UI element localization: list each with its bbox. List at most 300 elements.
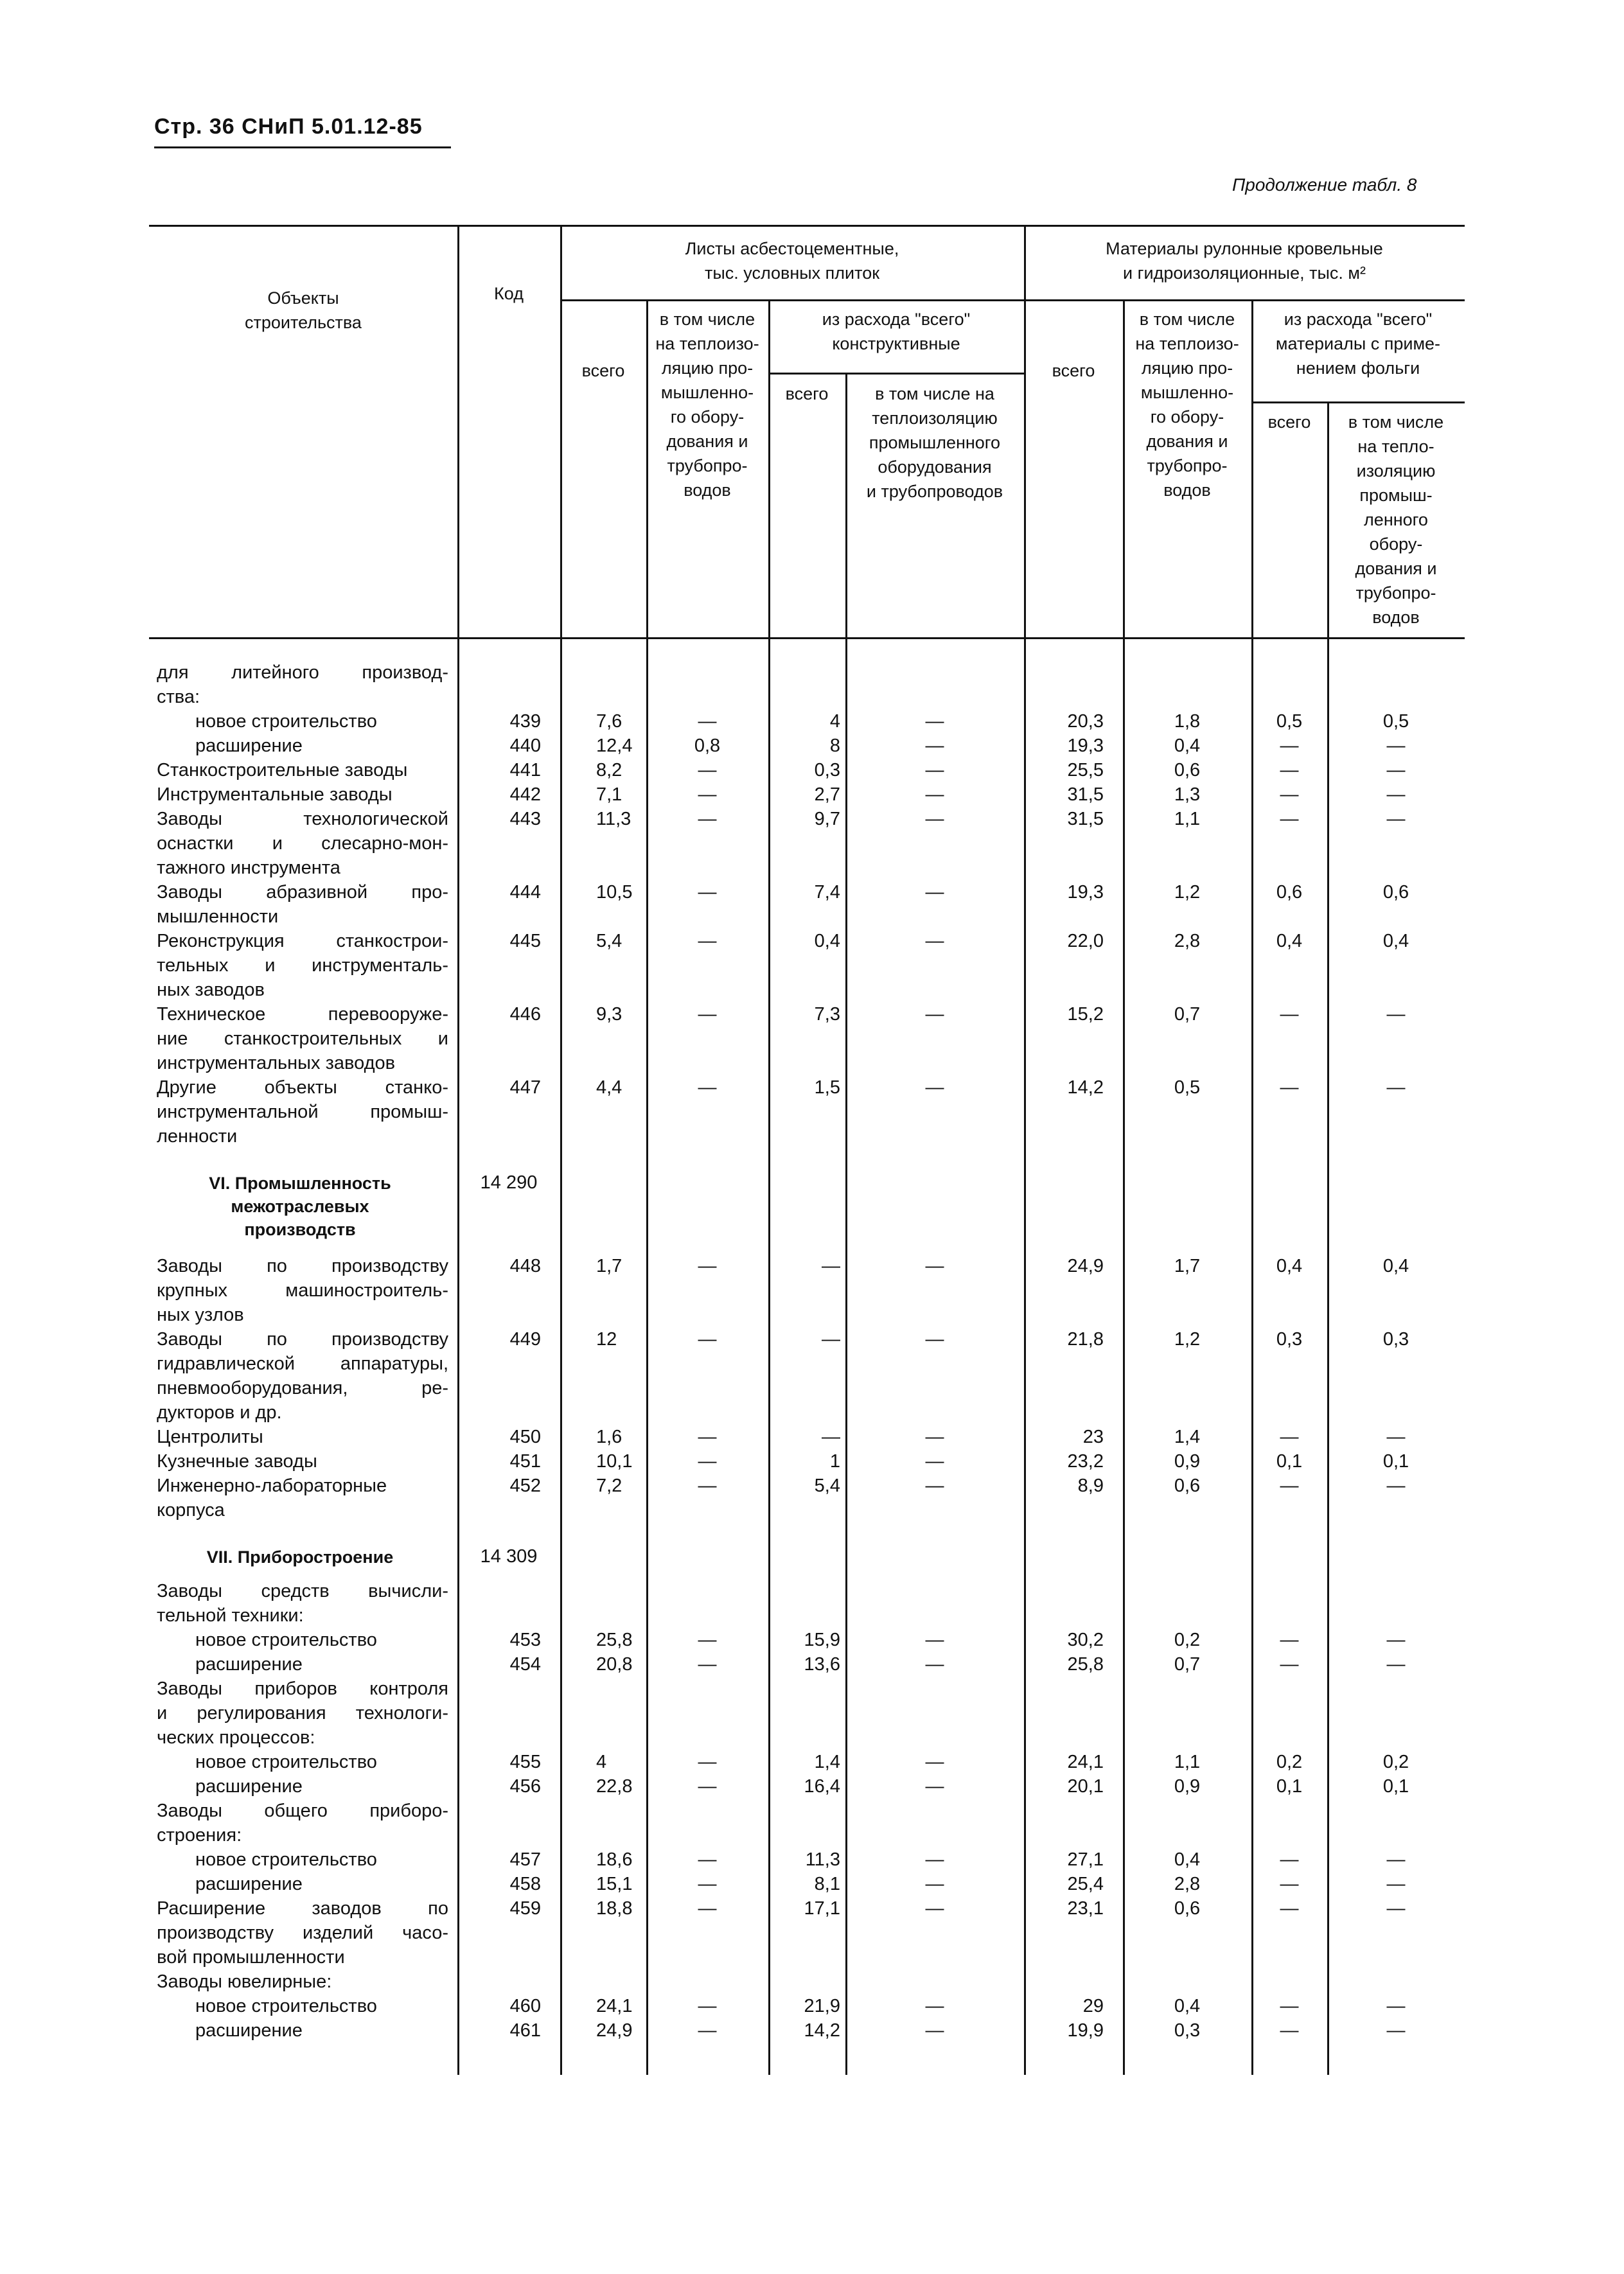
header-line: водов <box>684 480 731 500</box>
cell-c4: — <box>925 1874 944 1894</box>
column-header <box>457 281 560 306</box>
cell-c8: 0,1 <box>1382 1776 1409 1797</box>
cell-c1: 7,2 <box>596 1476 622 1496</box>
cell-c6: 0,4 <box>1174 1996 1201 2016</box>
cell-c8: — <box>1386 1874 1406 1894</box>
cell-c5: 19,3 <box>1067 882 1104 903</box>
header-line: на теплоизо- <box>655 334 759 353</box>
cell-c8: — <box>1386 1630 1406 1650</box>
cell-c4: — <box>925 1077 944 1098</box>
row-code: 447 <box>509 1077 541 1098</box>
column-header <box>1024 358 1123 383</box>
cell-c6: 1,8 <box>1174 711 1201 732</box>
row-name-line: мышленности <box>157 906 279 927</box>
cell-c7: 0,6 <box>1276 882 1303 903</box>
header-line: всего <box>1052 361 1095 380</box>
cell-c2: — <box>698 1654 717 1675</box>
cell-c5: 20,1 <box>1067 1776 1104 1797</box>
cell-c1: 22,8 <box>596 1776 633 1797</box>
row-name-line: тельной техники: <box>157 1605 304 1626</box>
cell-c5: 21,8 <box>1067 1329 1104 1350</box>
header-line: Код <box>494 284 524 303</box>
cell-c2: — <box>698 1077 717 1098</box>
row-name-line: Техническое перевооруже- <box>157 1004 448 1025</box>
cell-c8: — <box>1386 2020 1406 2041</box>
cell-c6: 1,4 <box>1174 1427 1201 1447</box>
row-name-line: новое строительство <box>195 1996 377 2016</box>
cell-c7: 0,4 <box>1276 1256 1303 1276</box>
row-name-line: расширение <box>195 1776 303 1797</box>
section-code: 14 309 <box>480 1546 538 1567</box>
cell-c7: — <box>1280 1004 1299 1025</box>
cell-c6: 0,3 <box>1174 2020 1201 2041</box>
row-code: 449 <box>509 1329 541 1350</box>
header-line: го обору- <box>1150 407 1224 427</box>
column-header <box>1251 307 1465 380</box>
section-heading <box>149 1546 451 1569</box>
cell-c3: 21,9 <box>804 1996 840 2016</box>
cell-c1: 18,6 <box>596 1849 633 1870</box>
cell-c7: — <box>1280 1476 1299 1496</box>
group-name <box>157 1677 448 1750</box>
row-name-line: Заводы приборов контроля <box>157 1679 448 1699</box>
header-line: водов <box>1163 480 1211 500</box>
cell-c1: 20,8 <box>596 1654 633 1675</box>
cell-c2: — <box>698 1996 717 2016</box>
cell-c3: 14,2 <box>804 2020 840 2041</box>
cell-c4: — <box>925 1898 944 1919</box>
row-name-line: ных узлов <box>157 1305 244 1325</box>
cell-c5: 25,4 <box>1067 1874 1104 1894</box>
group-name <box>157 1799 448 1847</box>
table-rule <box>768 373 1024 375</box>
row-code: 457 <box>509 1849 541 1870</box>
cell-c5: 24,9 <box>1067 1256 1104 1276</box>
row-name-line: ческих процессов: <box>157 1727 315 1748</box>
header-line: Материалы рулонные кровельные <box>1106 239 1383 258</box>
row-code: 445 <box>509 931 541 951</box>
cell-c1: 12,4 <box>596 736 633 756</box>
cell-c5: 20,3 <box>1067 711 1104 732</box>
cell-c5: 25,5 <box>1067 760 1104 780</box>
cell-c1: 4 <box>596 1752 607 1772</box>
cell-c6: 0,6 <box>1174 760 1201 780</box>
cell-c1: 8,2 <box>596 760 622 780</box>
row-name-line: новое строительство <box>195 1630 377 1650</box>
row-code: 460 <box>509 1996 541 2016</box>
cell-c5: 31,5 <box>1067 809 1104 829</box>
row-code: 442 <box>509 784 541 805</box>
row-code: 446 <box>509 1004 541 1025</box>
cell-c4: — <box>925 1996 944 2016</box>
group-name <box>157 1579 448 1628</box>
row-code: 448 <box>509 1256 541 1276</box>
column-header <box>1024 236 1465 285</box>
cell-c6: 1,2 <box>1174 1329 1201 1350</box>
header-line: в том числе <box>1348 412 1444 432</box>
header-line: в том числе на <box>875 384 994 403</box>
cell-c7: — <box>1280 1996 1299 2016</box>
cell-c1: 10,1 <box>596 1451 633 1472</box>
cell-c8: 0,2 <box>1382 1752 1409 1772</box>
cell-c6: 0,6 <box>1174 1898 1201 1919</box>
cell-c4: — <box>925 1256 944 1276</box>
table-rule <box>149 225 1465 227</box>
cell-c4: — <box>925 882 944 903</box>
cell-c5: 19,3 <box>1067 736 1104 756</box>
row-name-line: ных заводов <box>157 980 265 1000</box>
row-code: 452 <box>509 1476 541 1496</box>
cell-c3: 8,1 <box>814 1874 840 1894</box>
cell-c4: — <box>925 1654 944 1675</box>
header-line: конструктивные <box>832 334 960 353</box>
cell-c4: — <box>925 1004 944 1025</box>
row-name-line: Заводы технологической <box>157 809 448 829</box>
row-name-line: ние станкостроительных и <box>157 1028 448 1049</box>
header-line: дования и <box>666 432 748 451</box>
cell-c7: 0,1 <box>1276 1451 1303 1472</box>
header-line: в том числе <box>1139 310 1235 329</box>
row-name-line: Заводы абразивной про- <box>157 882 448 903</box>
row-name-line: вой промышленности <box>157 1947 345 1968</box>
cell-c6: 0,2 <box>1174 1630 1201 1650</box>
row-code: 461 <box>509 2020 541 2041</box>
header-line: строительства <box>245 313 362 332</box>
cell-c2: — <box>698 2020 717 2041</box>
cell-c1: 18,8 <box>596 1898 633 1919</box>
cell-c8: — <box>1386 1004 1406 1025</box>
table-continuation-label: Продолжение табл. 8 <box>1232 175 1417 195</box>
cell-c2: — <box>698 809 717 829</box>
cell-c8: 0,6 <box>1382 882 1409 903</box>
row-name-line: для литейного производ- <box>157 662 448 683</box>
row-name-line: Инструментальные заводы <box>157 784 393 805</box>
cell-c2: — <box>698 1849 717 1870</box>
row-name-line: Инженерно-лабораторные <box>157 1476 387 1496</box>
column-header <box>768 382 845 406</box>
table-rule <box>560 299 1024 301</box>
row-name-line: расширение <box>195 2020 303 2041</box>
row-name-line: оснастки и слесарно-мон- <box>157 833 448 854</box>
row-name-line: новое строительство <box>195 1849 377 1870</box>
cell-c5: 27,1 <box>1067 1849 1104 1870</box>
cell-c6: 2,8 <box>1174 931 1201 951</box>
cell-c3: 4 <box>829 711 840 732</box>
cell-c2: — <box>698 1451 717 1472</box>
header-line: обору- <box>1369 534 1423 554</box>
cell-c8: — <box>1386 736 1406 756</box>
row-name-line: инструментальных заводов <box>157 1053 396 1073</box>
cell-c2: — <box>698 1776 717 1797</box>
header-line: Листы асбестоцементные, <box>685 239 899 258</box>
cell-c5: 14,2 <box>1067 1077 1104 1098</box>
column-header <box>1327 410 1465 630</box>
row-name-line: Центролиты <box>157 1427 263 1447</box>
section-heading-line: VI. Промышленность <box>209 1174 391 1193</box>
header-line: из расхода "всего" <box>1284 310 1433 329</box>
cell-c6: 0,9 <box>1174 1776 1201 1797</box>
cell-c3: 2,7 <box>814 784 840 805</box>
cell-c4: — <box>925 1630 944 1650</box>
header-line: всего <box>581 361 625 380</box>
row-name-line: Реконструкция станкострои- <box>157 931 448 951</box>
row-name-line: Заводы общего приборо- <box>157 1801 448 1821</box>
row-code: 439 <box>509 711 541 732</box>
cell-c8: — <box>1386 1654 1406 1675</box>
header-line: мышленно- <box>660 383 754 402</box>
header-line: промышленного <box>869 433 1001 452</box>
row-name-line: новое строительство <box>195 1752 377 1772</box>
row-name-line: строения: <box>157 1825 242 1846</box>
cell-c1: 24,9 <box>596 2020 633 2041</box>
cell-c6: 0,4 <box>1174 736 1201 756</box>
header-line: и гидроизоляционные, тыс. м² <box>1123 263 1366 283</box>
page-header-rule <box>154 146 451 148</box>
cell-c6: 0,7 <box>1174 1654 1201 1675</box>
header-line: ленного <box>1364 510 1428 529</box>
cell-c3: — <box>822 1427 840 1447</box>
cell-c2: — <box>698 1427 717 1447</box>
row-name-line: корпуса <box>157 1500 225 1520</box>
row-name-line: расширение <box>195 1874 303 1894</box>
cell-c1: 15,1 <box>596 1874 633 1894</box>
header-line: трубопро- <box>1355 583 1436 603</box>
cell-c8: — <box>1386 1996 1406 2016</box>
cell-c1: 1,7 <box>596 1256 622 1276</box>
row-name-line: тельных и инструменталь- <box>157 955 448 976</box>
row-name-line: производству изделий часо- <box>157 1923 448 1943</box>
group-name <box>157 660 448 709</box>
cell-c5: 31,5 <box>1067 784 1104 805</box>
cell-c3: 1,4 <box>814 1752 840 1772</box>
cell-c3: 8 <box>829 736 840 756</box>
cell-c2: — <box>698 1329 717 1350</box>
row-name-line: гидравлической аппаратуры, <box>157 1353 448 1374</box>
cell-c2: — <box>698 1004 717 1025</box>
cell-c5: 22,0 <box>1067 931 1104 951</box>
cell-c2: — <box>698 882 717 903</box>
cell-c5: 30,2 <box>1067 1630 1104 1650</box>
row-code: 456 <box>509 1776 541 1797</box>
header-line: всего <box>1267 412 1311 432</box>
cell-c1: 24,1 <box>596 1996 633 2016</box>
row-code: 458 <box>509 1874 541 1894</box>
cell-c3: 1,5 <box>814 1077 840 1098</box>
cell-c3: 16,4 <box>804 1776 840 1797</box>
cell-c2: — <box>698 1256 717 1276</box>
header-line: го обору- <box>670 407 745 427</box>
cell-c1: 1,6 <box>596 1427 622 1447</box>
cell-c7: — <box>1280 809 1299 829</box>
row-code: 455 <box>509 1752 541 1772</box>
cell-c6: 1,7 <box>1174 1256 1201 1276</box>
header-line: нением фольги <box>1296 358 1420 378</box>
table-rule <box>1251 401 1465 403</box>
cell-c4: — <box>925 1752 944 1772</box>
cell-c1: 9,3 <box>596 1004 622 1025</box>
cell-c1: 7,6 <box>596 711 622 732</box>
row-code: 444 <box>509 882 541 903</box>
cell-c1: 25,8 <box>596 1630 633 1650</box>
cell-c7: 0,2 <box>1276 1752 1303 1772</box>
header-line: на теплоизо- <box>1135 334 1239 353</box>
row-code: 450 <box>509 1427 541 1447</box>
section-heading-line: VII. Приборостроение <box>206 1547 394 1567</box>
table-rule <box>1024 299 1465 301</box>
cell-c3: 1 <box>829 1451 840 1472</box>
cell-c5: 25,8 <box>1067 1654 1104 1675</box>
cell-c4: — <box>925 809 944 829</box>
column-header <box>560 236 1024 285</box>
section-code: 14 290 <box>480 1172 538 1193</box>
cell-c8: 0,1 <box>1382 1451 1409 1472</box>
header-line: дования и <box>1355 559 1437 578</box>
header-line: ляцию про- <box>1141 358 1233 378</box>
row-name-line: тажного инструмента <box>157 858 340 878</box>
cell-c2: — <box>698 1752 717 1772</box>
row-name-line: ства: <box>157 687 200 707</box>
cell-c7: — <box>1280 2020 1299 2041</box>
cell-c6: 0,5 <box>1174 1077 1201 1098</box>
cell-c7: 0,4 <box>1276 931 1303 951</box>
cell-c8: — <box>1386 1849 1406 1870</box>
cell-c4: — <box>925 1776 944 1797</box>
cell-c5: 24,1 <box>1067 1752 1104 1772</box>
column-header <box>149 286 457 335</box>
cell-c4: — <box>925 1476 944 1496</box>
row-name-line: Станкостроительные заводы <box>157 760 408 780</box>
table-rule <box>149 637 1465 639</box>
cell-c4: — <box>925 711 944 732</box>
header-line: на тепло- <box>1357 437 1434 456</box>
cell-c8: 0,4 <box>1382 931 1409 951</box>
cell-c6: 1,1 <box>1174 809 1201 829</box>
cell-c3: 17,1 <box>804 1898 840 1919</box>
header-line: всего <box>785 384 829 403</box>
cell-c8: — <box>1386 760 1406 780</box>
cell-c3: 11,3 <box>805 1849 840 1870</box>
cell-c8: — <box>1386 809 1406 829</box>
column-header <box>1123 307 1251 502</box>
cell-c7: — <box>1280 736 1299 756</box>
cell-c4: — <box>925 1849 944 1870</box>
cell-c8: 0,3 <box>1382 1329 1409 1350</box>
header-line: ляцию про- <box>661 358 754 378</box>
cell-c1: 11,3 <box>596 809 631 829</box>
cell-c5: 8,9 <box>1077 1476 1104 1496</box>
row-name-line: расширение <box>195 1654 303 1675</box>
row-name-line: ленности <box>157 1126 238 1147</box>
cell-c2: — <box>698 760 717 780</box>
cell-c5: 23,1 <box>1067 1898 1104 1919</box>
cell-c3: — <box>822 1329 840 1350</box>
cell-c8: 0,4 <box>1382 1256 1409 1276</box>
header-line: тыс. условных плиток <box>704 263 880 283</box>
cell-c6: 1,3 <box>1174 784 1201 805</box>
row-name-line: Заводы по производству <box>157 1256 448 1276</box>
row-name-line: пневмооборудования, ре- <box>157 1378 448 1398</box>
cell-c3: 15,9 <box>804 1630 840 1650</box>
cell-c4: — <box>925 1427 944 1447</box>
section-heading-line: производств <box>244 1220 356 1239</box>
cell-c2: — <box>698 931 717 951</box>
cell-c3: 0,4 <box>814 931 840 951</box>
cell-c3: 9,7 <box>814 809 840 829</box>
header-line: Объекты <box>267 288 339 308</box>
cell-c6: 0,7 <box>1174 1004 1201 1025</box>
cell-c7: — <box>1280 1849 1299 1870</box>
cell-c4: — <box>925 760 944 780</box>
row-name-line: инструментальной промыш- <box>157 1102 448 1122</box>
header-line: водов <box>1372 608 1420 627</box>
cell-c4: — <box>925 784 944 805</box>
cell-c3: 7,4 <box>814 882 840 903</box>
row-name-line: Кузнечные заводы <box>157 1451 317 1472</box>
cell-c3: 0,3 <box>814 760 840 780</box>
cell-c7: 0,1 <box>1276 1776 1303 1797</box>
column-header <box>646 307 768 502</box>
cell-c5: 29 <box>1082 1996 1104 2016</box>
cell-c6: 0,4 <box>1174 1849 1201 1870</box>
cell-c1: 5,4 <box>596 931 622 951</box>
cell-c2: — <box>698 1476 717 1496</box>
cell-c8: — <box>1386 1427 1406 1447</box>
cell-c4: — <box>925 931 944 951</box>
cell-c1: 4,4 <box>596 1077 622 1098</box>
column-header <box>845 382 1024 504</box>
row-name-line: Заводы средств вычисли- <box>157 1581 448 1601</box>
cell-c4: — <box>925 1329 944 1350</box>
header-line: трубопро- <box>1147 456 1228 475</box>
cell-c3: 5,4 <box>814 1476 840 1496</box>
row-code: 459 <box>509 1898 541 1919</box>
column-header <box>1251 410 1327 434</box>
page-header: Стр. 36 СНиП 5.01.12-85 <box>154 114 423 139</box>
cell-c6: 2,8 <box>1174 1874 1201 1894</box>
header-line: оборудования <box>878 457 992 477</box>
cell-c5: 23 <box>1082 1427 1104 1447</box>
group-name <box>157 1970 448 1994</box>
cell-c7: — <box>1280 1874 1299 1894</box>
cell-c5: 19,9 <box>1067 2020 1104 2041</box>
row-name-line: новое строительство <box>195 711 377 732</box>
row-code: 454 <box>509 1654 541 1675</box>
cell-c2: — <box>698 784 717 805</box>
column-header <box>560 358 646 383</box>
cell-c6: 1,2 <box>1174 882 1201 903</box>
cell-c3: 13,6 <box>804 1654 840 1675</box>
cell-c7: — <box>1280 784 1299 805</box>
cell-c2: — <box>698 711 717 732</box>
cell-c3: — <box>822 1256 840 1276</box>
row-name-line: Расширение заводов по <box>157 1898 448 1919</box>
row-name-line: Заводы по производству <box>157 1329 448 1350</box>
header-line: мышленно- <box>1140 383 1234 402</box>
cell-c4: — <box>925 1451 944 1472</box>
cell-c7: 0,3 <box>1276 1329 1303 1350</box>
cell-c2: — <box>698 1898 717 1919</box>
cell-c2: — <box>698 1630 717 1650</box>
header-line: изоляцию <box>1356 461 1436 480</box>
cell-c5: 15,2 <box>1067 1004 1104 1025</box>
row-code: 451 <box>509 1451 541 1472</box>
row-name-line: крупных машиностроитель- <box>157 1280 448 1301</box>
cell-c5: 23,2 <box>1067 1451 1104 1472</box>
cell-c6: 1,1 <box>1174 1752 1201 1772</box>
header-line: из расхода "всего" <box>822 310 971 329</box>
row-name-line: дукторов и др. <box>157 1402 282 1423</box>
row-code: 443 <box>509 809 541 829</box>
